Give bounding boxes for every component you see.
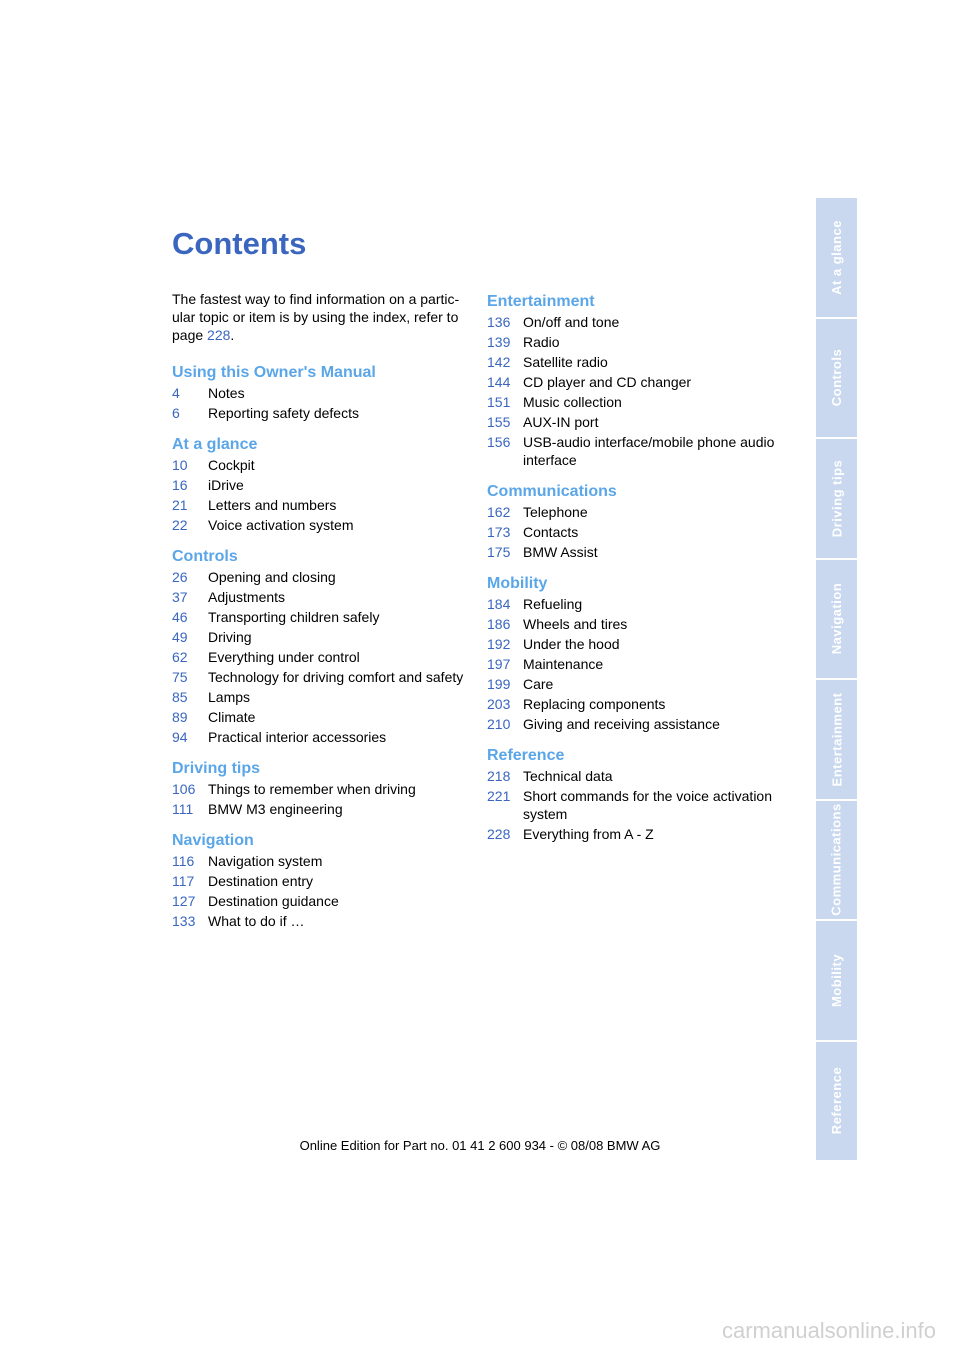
toc-page-link[interactable]: 192 xyxy=(487,636,511,652)
sidebar-tab[interactable] xyxy=(816,921,857,1042)
toc-entry-text: Giving and receiving assistance xyxy=(523,716,720,732)
page-title: Contents xyxy=(172,226,307,261)
section-title: At a glance xyxy=(172,436,258,453)
toc-page-link[interactable]: 94 xyxy=(172,729,188,745)
toc-page-link[interactable]: 175 xyxy=(487,544,511,560)
section-title: Mobility xyxy=(487,575,548,592)
toc-entry-text: BMW Assist xyxy=(523,544,598,560)
toc-entry[interactable] xyxy=(172,587,468,607)
toc-entry[interactable] xyxy=(487,392,783,412)
sidebar-tab[interactable] xyxy=(816,439,857,560)
right-section-list xyxy=(487,292,783,844)
toc-page-link[interactable]: 85 xyxy=(172,689,188,705)
toc-page-link[interactable]: 49 xyxy=(172,629,188,645)
toc-entry-text: Adjustments xyxy=(208,589,286,605)
toc-page-link[interactable]: 162 xyxy=(487,504,511,520)
toc-entry[interactable] xyxy=(172,687,468,707)
sidebar-tab-label: Entertainment xyxy=(829,692,844,787)
toc-entry[interactable] xyxy=(172,403,468,423)
toc-page-link[interactable]: 62 xyxy=(172,649,188,665)
toc-entry-text: Care xyxy=(523,676,554,692)
toc-page-link[interactable]: 10 xyxy=(172,457,188,473)
toc-entry-text: Refueling xyxy=(523,596,583,612)
intro-line-1: The fastest way to find information on a partic- xyxy=(172,291,460,307)
sidebar-tab-label: Mobility xyxy=(829,953,845,1007)
toc-entry[interactable] xyxy=(172,495,468,515)
section-title: Reference xyxy=(487,747,565,764)
toc-entry[interactable] xyxy=(487,674,783,694)
toc-entry[interactable] xyxy=(172,455,468,475)
section-title: Entertainment xyxy=(487,293,595,310)
toc-entry-text: On/off and tone xyxy=(523,314,620,330)
toc-entry[interactable] xyxy=(487,542,783,562)
toc-entry-list xyxy=(172,383,468,423)
toc-entry[interactable] xyxy=(487,372,783,392)
toc-entry[interactable] xyxy=(487,594,783,614)
toc-page-link[interactable]: 46 xyxy=(172,609,188,625)
toc-entry[interactable] xyxy=(172,799,468,819)
toc-entry-list xyxy=(487,502,783,562)
right-column xyxy=(487,292,783,856)
toc-page-link[interactable]: 136 xyxy=(487,314,511,330)
toc-page-link[interactable]: 144 xyxy=(487,374,511,390)
sidebar-tab-label: Communications xyxy=(829,803,844,916)
toc-entry-text: Notes xyxy=(208,385,245,401)
toc-entry[interactable] xyxy=(172,891,468,911)
toc-page-link[interactable]: 116 xyxy=(172,853,195,869)
toc-entry[interactable] xyxy=(487,714,783,734)
toc-entry[interactable] xyxy=(172,383,468,403)
toc-entry[interactable] xyxy=(487,432,783,470)
sidebar-tab[interactable] xyxy=(816,801,857,922)
toc-page-link[interactable]: 111 xyxy=(172,801,194,817)
toc-page-link[interactable]: 22 xyxy=(172,517,188,533)
toc-entry-list xyxy=(487,312,783,470)
toc-page-link[interactable]: 117 xyxy=(172,873,195,889)
toc-entry[interactable] xyxy=(487,522,783,542)
toc-entry[interactable] xyxy=(487,312,783,332)
section-title: Navigation xyxy=(172,832,254,849)
toc-entry-text: BMW M3 engineering xyxy=(208,801,343,817)
toc-entry[interactable] xyxy=(487,502,783,522)
toc-entry-text: Satellite radio xyxy=(523,354,608,370)
toc-page-link[interactable]: 89 xyxy=(172,709,188,725)
toc-page-link[interactable]: 142 xyxy=(487,354,511,370)
left-section-list xyxy=(172,363,468,931)
toc-page-link[interactable]: 199 xyxy=(487,676,511,692)
toc-entry[interactable] xyxy=(172,851,468,871)
toc-entry-text: Everything under control xyxy=(208,649,360,665)
toc-page-link[interactable]: 6 xyxy=(172,405,180,421)
index-page-link[interactable]: 228 xyxy=(207,327,231,343)
toc-entry[interactable] xyxy=(172,667,468,687)
toc-page-link[interactable]: 155 xyxy=(487,414,511,430)
toc-entry[interactable] xyxy=(487,694,783,714)
toc-page-link[interactable]: 173 xyxy=(487,524,511,540)
toc-entry-text: Reporting safety defects xyxy=(208,405,359,421)
toc-entry-text: Contacts xyxy=(523,524,579,540)
toc-entry-text: Technology for driving comfort and safety xyxy=(208,669,464,685)
toc-entry[interactable] xyxy=(487,766,783,786)
toc-entry[interactable] xyxy=(172,779,468,799)
watermark: carmanualsonline.info xyxy=(721,1318,936,1343)
toc-entry-list xyxy=(172,851,468,931)
toc-entry[interactable] xyxy=(172,567,468,587)
sidebar-tab[interactable] xyxy=(816,560,857,681)
toc-page-link[interactable]: 4 xyxy=(172,385,180,401)
sidebar-tab-label: Reference xyxy=(829,1067,844,1135)
toc-entry-text: Destination guidance xyxy=(208,893,339,909)
toc-entry-text: Radio xyxy=(523,334,560,350)
toc-page-link[interactable]: 218 xyxy=(487,768,511,784)
toc-entry-text: Voice activation system xyxy=(208,517,354,533)
toc-entry-text: Everything from A - Z xyxy=(523,826,654,842)
toc-entry-text: Transporting children safely xyxy=(208,609,380,625)
toc-page-link[interactable]: 133 xyxy=(172,913,196,929)
toc-entry-text: What to do if … xyxy=(208,913,305,929)
section-title: Communications xyxy=(487,483,617,500)
toc-entry[interactable] xyxy=(172,607,468,627)
toc-entry[interactable] xyxy=(487,824,783,844)
toc-page-link[interactable]: 106 xyxy=(172,781,196,797)
toc-entry[interactable] xyxy=(487,332,783,352)
toc-entry[interactable] xyxy=(172,475,468,495)
toc-entry-text: Music collection xyxy=(523,394,622,410)
toc-entry-text: Short commands for the voice activation system xyxy=(523,788,773,822)
toc-entry[interactable] xyxy=(487,412,783,432)
toc-entry[interactable] xyxy=(487,654,783,674)
toc-entry[interactable] xyxy=(172,647,468,667)
toc-page-link[interactable]: 186 xyxy=(487,616,511,632)
toc-entry-list xyxy=(172,455,468,535)
toc-entry[interactable] xyxy=(487,614,783,634)
toc-page-link[interactable]: 151 xyxy=(487,394,511,410)
toc-entry[interactable] xyxy=(172,727,468,747)
toc-page-link[interactable]: 197 xyxy=(487,656,511,672)
toc-entry-text: Telephone xyxy=(523,504,588,520)
sidebar-tab[interactable] xyxy=(816,319,857,440)
sidebar-tab[interactable] xyxy=(816,680,857,801)
toc-entry-text: CD player and CD changer xyxy=(523,374,692,390)
toc-entry-text: Wheels and tires xyxy=(523,616,628,632)
toc-entry-text: Practical interior accessories xyxy=(208,729,387,745)
toc-entry-text: Under the hood xyxy=(523,636,620,652)
toc-entry-text: Maintenance xyxy=(523,656,604,672)
toc-entry-text: Destination entry xyxy=(208,873,314,889)
intro-line-3-prefix: page xyxy=(172,327,208,343)
chapter-sidebar xyxy=(816,198,857,1160)
toc-entry[interactable] xyxy=(172,871,468,891)
toc-entry-text: Climate xyxy=(208,709,256,725)
toc-entry[interactable] xyxy=(487,786,783,824)
toc-page-link[interactable]: 21 xyxy=(172,497,188,513)
section-title: Driving tips xyxy=(172,760,261,777)
sidebar-tab-label: Controls xyxy=(829,349,845,407)
toc-page-link[interactable]: 75 xyxy=(172,669,188,685)
intro-paragraph xyxy=(172,290,468,344)
toc-entry-text: Lamps xyxy=(208,689,251,705)
intro-line-2: ular topic or item is by using the index, refer to xyxy=(172,309,459,325)
toc-page-link[interactable]: 37 xyxy=(172,589,188,605)
toc-entry-list xyxy=(172,567,468,747)
toc-entry-text: Driving xyxy=(208,629,252,645)
sidebar-tab[interactable] xyxy=(816,198,857,319)
toc-entry[interactable] xyxy=(487,352,783,372)
toc-page-link[interactable]: 210 xyxy=(487,716,511,732)
section-title: Using this Owner's Manual xyxy=(172,364,376,381)
toc-entry-text: Letters and numbers xyxy=(208,497,337,513)
toc-entry-text: AUX-IN port xyxy=(523,414,599,430)
toc-page-link[interactable]: 184 xyxy=(487,596,511,612)
toc-entry-text: Things to remember when driving xyxy=(208,781,416,797)
sidebar-tab-label: Driving tips xyxy=(829,459,845,538)
toc-entry[interactable] xyxy=(172,911,468,931)
toc-entry-list xyxy=(487,594,783,734)
toc-entry-text: Replacing components xyxy=(523,696,666,712)
toc-page-link[interactable]: 127 xyxy=(172,893,196,909)
toc-entry[interactable] xyxy=(172,707,468,727)
toc-entry-text: iDrive xyxy=(208,477,244,493)
toc-entry-text: Navigation system xyxy=(208,853,323,869)
left-column xyxy=(172,290,468,943)
toc-entry-text: Technical data xyxy=(523,768,613,784)
intro-line-3-suffix: . xyxy=(230,327,235,343)
toc-entry-text: USB-audio interface/mobile phone audio interface xyxy=(523,434,775,468)
toc-entry-text: Opening and closing xyxy=(208,569,336,585)
toc-page-link[interactable]: 221 xyxy=(487,788,511,804)
toc-page-link[interactable]: 203 xyxy=(487,696,511,712)
toc-entry[interactable] xyxy=(487,634,783,654)
toc-page-link[interactable]: 156 xyxy=(487,434,511,450)
toc-entry-text: Cockpit xyxy=(208,457,255,473)
toc-page-link[interactable]: 139 xyxy=(487,334,511,350)
sidebar-tab-label: At a glance xyxy=(829,219,845,295)
sidebar-tab-label: Navigation xyxy=(829,583,844,655)
footer-edition-note: Online Edition for Part no. 01 41 2 600 934 - © 08/08 BMW AG xyxy=(299,1138,661,1153)
toc-entry[interactable] xyxy=(172,515,468,535)
toc-entry[interactable] xyxy=(172,627,468,647)
toc-entry-list xyxy=(487,766,783,844)
toc-entry-list xyxy=(172,779,468,819)
toc-page-link[interactable]: 26 xyxy=(172,569,188,585)
section-title: Controls xyxy=(172,548,238,565)
toc-page-link[interactable]: 16 xyxy=(172,477,188,493)
toc-page-link[interactable]: 228 xyxy=(487,826,511,842)
